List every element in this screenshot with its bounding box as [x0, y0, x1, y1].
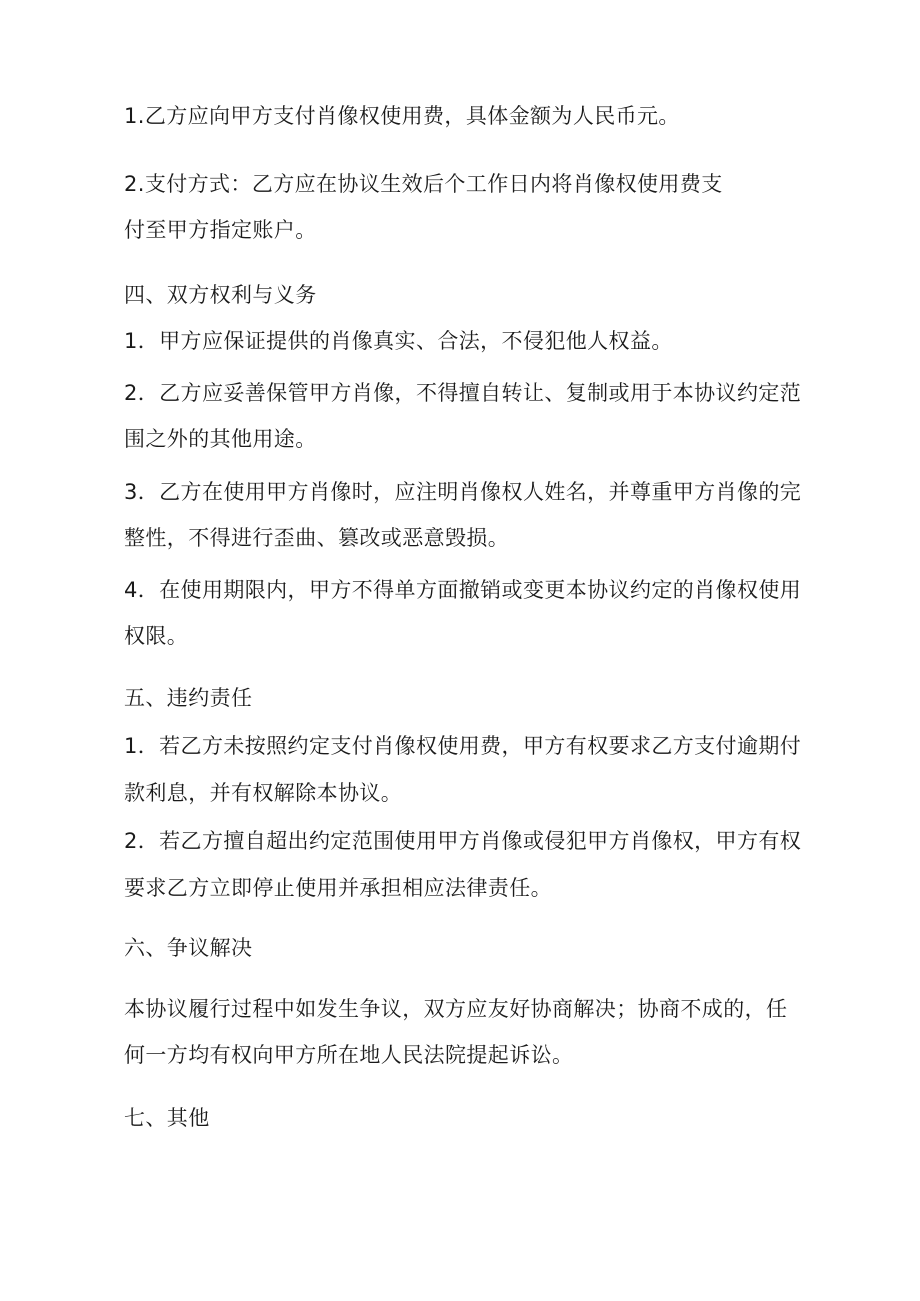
rights-clause-3-cont: 整性，不得进行歪曲、篡改或恶意毁损。: [124, 526, 510, 550]
payment-amount-clause: 1.乙方应向甲方支付肖像权使用费，具体金额为人民币元。: [124, 104, 680, 128]
dispute-clause-cont: 何一方均有权向甲方所在地人民法院提起诉讼。: [124, 1043, 574, 1067]
payment-method-clause: 2.支付方式：乙方应在协议生效后个工作日内将肖像权使用费支: [124, 172, 723, 196]
dispute-clause: 本协议履行过程中如发生争议，双方应友好协商解决；协商不成的，任: [124, 997, 788, 1021]
breach-clause-1-cont: 款利息，并有权解除本协议。: [124, 781, 403, 805]
section-heading-rights: 四、双方权利与义务: [124, 283, 317, 307]
rights-clause-3: 3．乙方在使用甲方肖像时，应注明肖像权人姓名，并尊重甲方肖像的完: [124, 480, 802, 504]
rights-clause-4-cont: 权限。: [124, 624, 189, 648]
breach-clause-2-cont: 要求乙方立即停止使用并承担相应法律责任。: [124, 876, 552, 900]
payment-method-clause-cont: 付至甲方指定账户。: [124, 218, 317, 242]
rights-clause-1: 1．甲方应保证提供的肖像真实、合法，不侵犯他人权益。: [124, 329, 673, 353]
breach-clause-2: 2．若乙方擅自超出约定范围使用甲方肖像或侵犯甲方肖像权，甲方有权: [124, 829, 802, 853]
rights-clause-2-cont: 围之外的其他用途。: [124, 427, 317, 451]
rights-clause-4: 4．在使用期限内，甲方不得单方面撤销或变更本协议约定的肖像权使用: [124, 578, 802, 602]
breach-clause-1: 1．若乙方未按照约定支付肖像权使用费，甲方有权要求乙方支付逾期付: [124, 734, 802, 758]
section-heading-dispute: 六、争议解决: [124, 936, 253, 960]
section-heading-other: 七、其他: [124, 1106, 210, 1130]
rights-clause-2: 2．乙方应妥善保管甲方肖像，不得擅自转让、复制或用于本协议约定范: [124, 381, 802, 405]
section-heading-breach: 五、违约责任: [124, 686, 253, 710]
